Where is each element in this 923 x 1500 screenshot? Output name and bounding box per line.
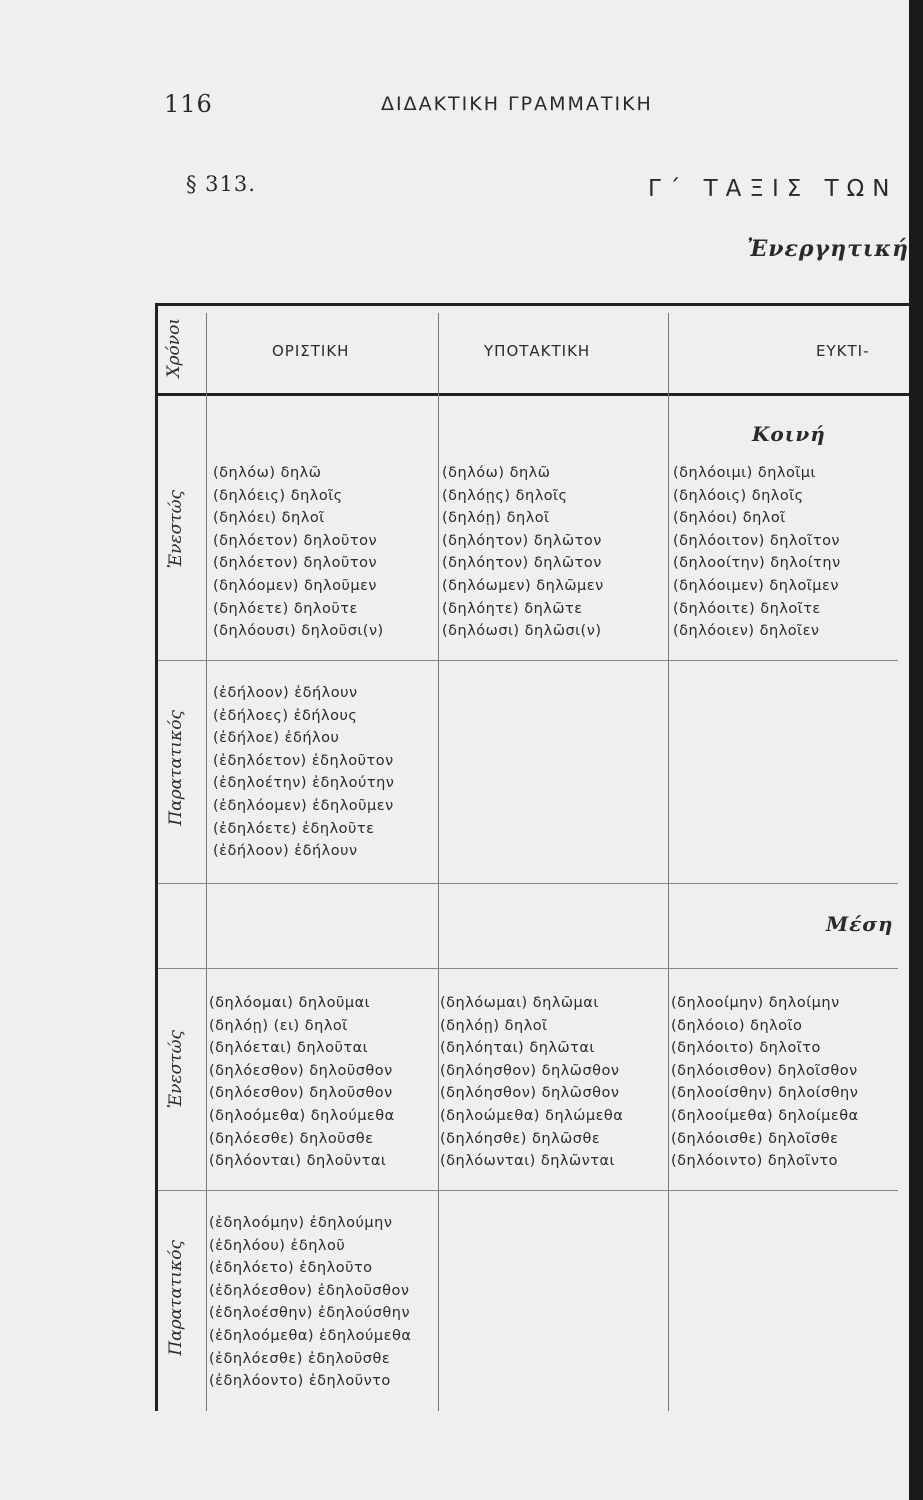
form-line: (ἐδηλόοντο) ἐδηλοῦντο (209, 1373, 391, 1390)
form-line: (δηλόῃ) (ει) δηλοῖ (209, 1017, 348, 1034)
form-line: (δηλόοιεν) δηλοῖεν (673, 623, 820, 640)
middle-present-optative (671, 992, 859, 1173)
form-line: (δηλόεσθε) δηλοῦσθε (209, 1130, 374, 1147)
form-line: (δηλόωνται) δηλῶνται (440, 1153, 615, 1170)
form-line: (δηλόωμαι) δηλῶμαι (440, 995, 599, 1011)
form-line: (ἐδηλοέτην) ἐδηλούτην (213, 775, 395, 792)
middle-imperfect-indicative (209, 1212, 411, 1393)
divider-subjunctive-col (668, 313, 669, 1411)
row-divider-4 (158, 1190, 898, 1191)
table-left-rule (155, 303, 158, 1411)
form-line: (δηλόετον) δηλοῦτον (213, 555, 378, 572)
form-line: (δηλόοι) δηλοῖ (673, 510, 786, 527)
middle-present-subjunctive (440, 992, 623, 1173)
form-line: (δηλόομεν) δηλοῦμεν (213, 577, 378, 594)
form-line: (ἐδηλόετον) ἐδηλοῦτον (213, 752, 394, 769)
form-line: (δηλόεσθον) δηλοῦσθον (209, 1062, 393, 1079)
running-title: ΔΙΔΑΚΤΙΚΗ ΓΡΑΜΜΑΤΙΚΗ (381, 93, 653, 115)
page-number: 116 (164, 90, 213, 118)
section-number: § 313. (186, 172, 256, 196)
form-line: (ἐδήλοον) ἐδήλουν (213, 843, 358, 860)
row-divider-1 (158, 660, 898, 661)
page-edge-shadow (909, 0, 923, 1500)
form-line: (ἐδήλοε) ἐδήλου (213, 730, 340, 747)
col-optative-header: ΕΥΚΤΙ- (816, 342, 870, 360)
form-line: (δηλόω) δηλῶ (213, 465, 322, 481)
form-line: (δηλόωμεν) δηλῶμεν (442, 577, 604, 594)
form-line: (δηλόεσθον) δηλοῦσθον (209, 1085, 393, 1102)
middle-present-indicative (209, 992, 395, 1173)
form-line: (δηλόουσι) δηλοῦσι(ν) (213, 623, 384, 640)
divider-tense-col (206, 313, 207, 1411)
form-line: (ἐδήλοον) ἐδήλουν (213, 685, 358, 701)
form-line: (δηλόοιμι) δηλοῖμι (673, 465, 816, 481)
form-line: (ἐδηλόου) ἐδηλοῦ (209, 1237, 346, 1254)
active-present-optative (673, 462, 841, 643)
col-subjunctive-header: ΥΠΟΤΑΚΤΙΚΗ (484, 342, 591, 360)
form-line: (δηλοώμεθα) δηλώμεθα (440, 1107, 624, 1124)
form-line: (δηλόοιμεν) δηλοῖμεν (673, 577, 839, 594)
form-line: (δηλόησθε) δηλῶσθε (440, 1130, 601, 1147)
active-imperfect-indicative (213, 682, 394, 863)
form-line: (δηλόοις) δηλοῖς (673, 487, 804, 504)
form-line: (ἐδηλοόμην) ἐδηλούμην (209, 1215, 393, 1231)
form-line: (δηλόοιτε) δηλοῖτε (673, 600, 821, 617)
form-line: (ἐδηλόεσθον) ἐδηλοῦσθον (209, 1282, 410, 1299)
form-line: (δηλόετον) δηλοῦτον (213, 532, 378, 549)
row-divider-2 (158, 883, 898, 884)
form-line: (δηλόοισθε) δηλοῖσθε (671, 1130, 839, 1147)
form-line: (δηλόητε) δηλῶτε (442, 600, 583, 617)
middle-voice-label: Μέση (826, 912, 894, 936)
form-line: (ἐδήλοες) ἐδήλους (213, 707, 358, 724)
active-present-subjunctive (442, 462, 604, 643)
form-line: (ἐδηλοόμεθα) ἐδηλούμεθα (209, 1327, 412, 1344)
form-line: (ἐδηλόεσθε) ἐδηλοῦσθε (209, 1350, 391, 1367)
form-line: (δηλόονται) δηλοῦνται (209, 1153, 387, 1170)
form-line: (δηλοοίμην) δηλοίμην (671, 995, 840, 1011)
tense-label-middle-imperfect: Παρατατικός (166, 1240, 186, 1356)
row-divider-3 (158, 968, 898, 969)
form-line: (δηλοοίμεθα) δηλοίμεθα (671, 1107, 859, 1124)
active-present-indicative (213, 462, 384, 643)
form-line: (δηλόῃ) δηλοῖ (440, 1017, 548, 1034)
form-line: (δηλόομαι) δηλοῦμαι (209, 995, 371, 1011)
voice-title-active: Ἐνεργητική (747, 236, 909, 262)
tense-label-middle-present: Ἐνεστώς (166, 1030, 186, 1109)
col-indicative-header: ΟΡΙΣΤΙΚΗ (272, 342, 350, 360)
form-line: (δηλόει) δηλοῖ (213, 510, 325, 527)
form-line: (δηλοοίσθην) δηλοίσθην (671, 1085, 859, 1102)
form-line: (δηλόηται) δηλῶται (440, 1040, 595, 1057)
form-line: (δηλόοιτον) δηλοῖτον (673, 532, 841, 549)
koine-label: Κοινή (752, 422, 826, 446)
form-line: (δηλόοιτο) δηλοῖτο (671, 1040, 821, 1057)
form-line: (δηλόω) δηλῶ (442, 465, 551, 481)
form-line: (δηλόεται) δηλοῦται (209, 1040, 369, 1057)
form-line: (ἐδηλοέσθην) ἐδηλούσθην (209, 1305, 411, 1322)
form-line: (δηλόοιο) δηλοῖο (671, 1017, 803, 1034)
form-line: (δηλόητον) δηλῶτον (442, 555, 602, 572)
form-line: (ἐδηλόομεν) ἐδηλοῦμεν (213, 797, 394, 814)
form-line: (ἐδηλόετε) ἐδηλοῦτε (213, 820, 375, 837)
tense-label-active-present: Ἐνεστώς (166, 490, 186, 569)
form-line: (δηλόητον) δηλῶτον (442, 532, 602, 549)
class-title: Γ΄ ΤΑΞΙΣ ΤΩΝ (648, 176, 898, 202)
form-line: (δηλοοίτην) δηλοίτην (673, 555, 841, 572)
table-header-rule (155, 393, 909, 396)
form-line: (δηλόῃς) δηλοῖς (442, 487, 568, 504)
form-line: (δηλοόμεθα) δηλούμεθα (209, 1107, 395, 1124)
divider-indicative-col (438, 313, 439, 1411)
form-line: (ἐδηλόετο) ἐδηλοῦτο (209, 1260, 373, 1277)
table-top-rule (155, 303, 909, 306)
form-line: (δηλόῃ) δηλοῖ (442, 510, 550, 527)
form-line: (δηλόοισθον) δηλοῖσθον (671, 1062, 858, 1079)
form-line: (δηλόετε) δηλοῦτε (213, 600, 358, 617)
col-tense-header: Χρόνοι (164, 318, 184, 378)
form-line: (δηλόωσι) δηλῶσι(ν) (442, 623, 602, 640)
form-line: (δηλόησθον) δηλῶσθον (440, 1062, 620, 1079)
form-line: (δηλόησθον) δηλῶσθον (440, 1085, 620, 1102)
tense-label-active-imperfect: Παρατατικός (166, 710, 186, 826)
form-line: (δηλόεις) δηλοῖς (213, 487, 343, 504)
form-line: (δηλόοιντο) δηλοῖντο (671, 1153, 839, 1170)
